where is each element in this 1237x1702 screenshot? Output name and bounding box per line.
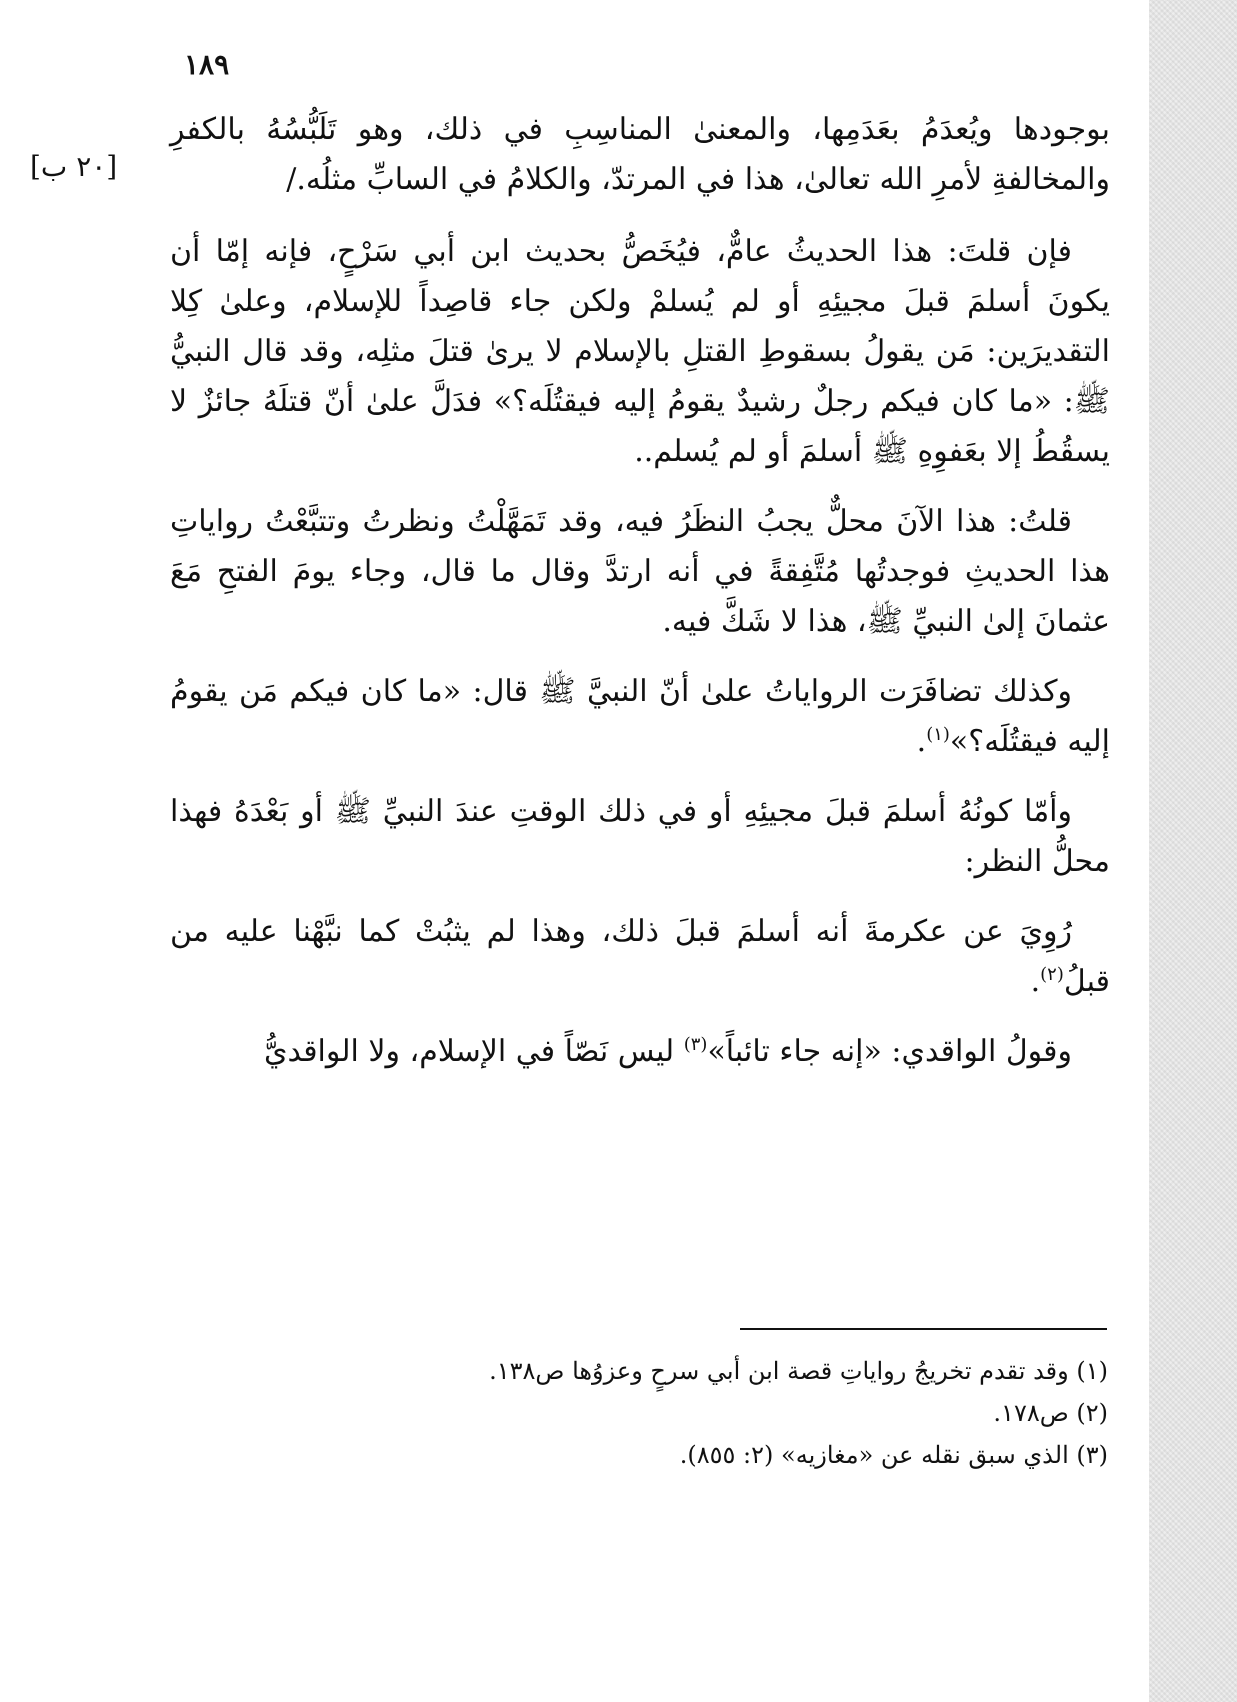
paragraph-4-text: وكذلك تضافَرَت الرواياتُ علىٰ أنّ النبيَّ ﷺ قال: «ما كان فيكم مَن يقومُ إليه فيقتُلَه؟» (170, 674, 1110, 759)
paragraph-7-text: وقولُ الواقدي: «إنه جاء تائباً» (707, 1034, 1072, 1069)
footnote-1: (١) وقد تقدم تخريجُ رواياتِ قصة ابن أبي سرحٍ وعزوُها ص١٣٨. (489, 1357, 1108, 1385)
footnotes (300, 1350, 1108, 1476)
folio-marker: [٢٠ ب] (30, 150, 118, 183)
paragraph-5: وأمّا كونُهُ أسلمَ قبلَ مجيئِهِ أو في ذلك الوقتِ عندَ النبيِّ ﷺ أو بَعْدَهُ فهذا محلُّ النظر: (170, 794, 1110, 879)
page-number: ١٨٩ (184, 48, 230, 81)
paragraph-4 (170, 667, 1110, 767)
footnote-ref-3: (٣) (683, 1034, 708, 1055)
footnote-ref-2: (٢) (1040, 964, 1064, 985)
paragraph-2: فإن قلتَ: هذا الحديثُ عامٌّ، فيُخَصُّ بحديث ابن أبي سَرْحٍ، فإنه إمّا أن يكونَ أسلمَ قبلَ مجيئِهِ أو لم يُسلمْ ولكن جاء قاصِداً للإسلام، وعلىٰ كِلا التقديرَين: مَن يقولُ بسقوطِ القتلِ بالإسلام لا يرىٰ قتلَ مثلِه، وقد قال النبيُّ ﷺ: «ما كان فيكم رجلٌ رشيدٌ يقومُ إليه فيقتُلَه؟» فدَلَّ علىٰ أنّ قتلَهُ جائزٌ لا يسقُطُ إلا بعَفوِهِ ﷺ أسلمَ أو لم يُسلم.. (170, 234, 1110, 469)
paragraph-7 (170, 1027, 1110, 1077)
footnote-divider (740, 1328, 1107, 1330)
paragraph-7-rest: ليس نَصّاً في الإسلام، ولا الواقديُّ (263, 1034, 684, 1069)
scan-gutter (1149, 0, 1237, 1702)
paragraph-6 (170, 907, 1110, 1007)
paragraph-6-text: رُوِيَ عن عكرمةَ أنه أسلمَ قبلَ ذلك، وهذا لم يثبُتْ كما نبَّهْنا عليه من قبلُ (170, 914, 1110, 999)
paragraph-4-end: . (916, 724, 927, 759)
main-text (170, 105, 1110, 1097)
paragraph-1: بوجودها ويُعدَمُ بعَدَمِها، والمعنىٰ المناسِبِ في ذلك، وهو تَلَبُّسُهُ بالكفرِ والمخالفةِ لأمرِ الله تعالىٰ، هذا في المرتدّ، والكلامُ في السابِّ مثلُه./ (170, 112, 1110, 197)
paragraph-6-end: . (1030, 964, 1041, 999)
paragraph-3: قلتُ: هذا الآنَ محلٌّ يجبُ النظَرُ فيه، وقد تَمَهَّلْتُ ونظرتُ وتتبَّعْتُ رواياتِ هذا الحديثِ فوجدتُها مُتَّفِقةً في أنه ارتدَّ وقال ما قال، وجاء يومَ الفتحِ مَعَ عثمانَ إلىٰ النبيِّ ﷺ، هذا لا شَكَّ فيه. (170, 504, 1110, 639)
footnote-2: (٢) ص١٧٨. (993, 1399, 1108, 1427)
footnote-3: (٣) الذي سبق نقله عن «مغازيه» (٢: ٨٥٥). (679, 1441, 1108, 1469)
footnote-ref-1: (١) (926, 724, 950, 745)
